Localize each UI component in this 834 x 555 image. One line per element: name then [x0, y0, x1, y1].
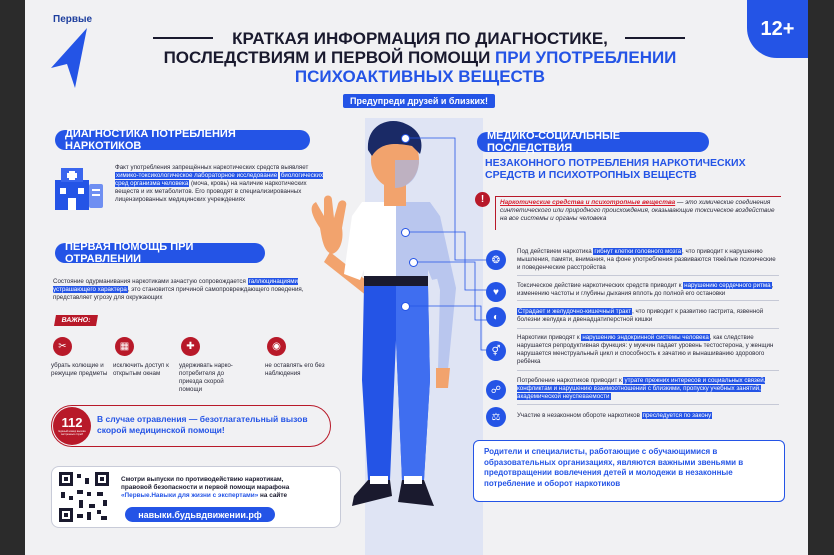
item-b: нарушению эндокринной системы человека: [582, 334, 709, 341]
consequences-subheading: НЕЗАКОННОГО ПОТРЕБЛЕНИЯ НАРКОТИЧЕСКИХ СРЕДСТВ И ПСИХОТРОПНЫХ ВЕЩЕСТВ: [485, 157, 746, 181]
consequence-item: [517, 308, 779, 324]
tip-2: исключить доступ к открытым окнам: [113, 362, 169, 377]
parents-note: Родители и специалисты, работающие с обучающимися в образовательных организациях, являются важными звеньями в предотвращении вовлечения детей и молодежи в незаконные потребление и оборот наркотиков: [473, 440, 785, 502]
emergency-t1: В случае отравления — безотлагательный вызов: [97, 414, 308, 424]
divider: [517, 328, 779, 329]
qr-code-icon[interactable]: [57, 470, 111, 524]
gender-icon: ⚥: [486, 341, 506, 361]
title-line-2-accent: ПРИ УПОТРЕБЛЕНИИ: [495, 48, 677, 67]
brain-icon: ❂: [486, 250, 506, 270]
definition-text: [500, 199, 780, 223]
first-aid-heading: ПЕРВАЯ ПОМОЩЬ ПРИ ОТРАВЛЕНИИ: [55, 243, 265, 263]
item-c: , изменению частоты и глубины дыхания вплоть до полной его остановки: [517, 282, 774, 297]
divider: [517, 275, 779, 276]
diag-t4: (моча, кровь): [191, 180, 229, 187]
footer-t2: правовой безопасности и первой помощи марафона: [121, 484, 290, 491]
diag-t5: на наличие наркотических веществ и их метаболитов.: [115, 180, 307, 195]
brand-logo-icon: [51, 28, 89, 90]
divider: [517, 404, 779, 405]
item-a: Токсическое действие наркотических средств приводит к: [517, 282, 684, 289]
item-a: Участие в незаконном обороте наркотиков: [517, 412, 642, 419]
age-rating-badge: 12+: [747, 0, 808, 58]
title-line-3: ПСИХОАКТИВНЫХ ВЕЩЕСТВ: [294, 67, 546, 86]
ambulance-icon: ✚: [181, 337, 200, 356]
item-a: Потребление наркотиков приводит к: [517, 377, 624, 384]
footer-t4: на сайте: [258, 492, 288, 499]
consequence-item: [517, 412, 779, 420]
definition-rest: — это химические соединения синтетического или природного происхождения, оказывающие токсическое воздействие на все системы и органы человека: [500, 199, 775, 222]
aid-t1: Состояние одурманивания наркотиками зачастую сопровождается: [53, 278, 246, 285]
item-b: гибнут клетки головного мозга: [594, 248, 682, 255]
tip-4: не оставлять его без наблюдения: [265, 362, 325, 377]
consequence-item: [517, 377, 779, 401]
tip-3: удерживать нарко-потребителя до приезда скорой помощи: [179, 362, 233, 393]
footer-t1: Смотри выпуски по противодействию наркотикам,: [121, 476, 284, 483]
consequence-item: [517, 282, 779, 298]
diagnostics-heading: ДИАГНОСТИКА ПОТРЕБЛЕНИЯ НАРКОТИКОВ: [55, 130, 310, 150]
brand-logo-text: Первые: [53, 14, 93, 25]
diag-t2: химико-токсикологическое лабораторное исследование: [116, 172, 278, 179]
stomach-icon: ◐: [486, 307, 506, 327]
title-line-2: [135, 48, 705, 67]
item-b: Страдает и желудочно-кишечный тракт: [518, 308, 632, 315]
diag-t1: Факт употребления запрещённых наркотических средств выявляет: [115, 164, 309, 171]
item-a: Наркотики приводят к: [517, 334, 582, 341]
emergency-t2: скорой медицинской помощи!: [97, 425, 225, 435]
clinic-icon: [51, 162, 109, 214]
item-b: нарушению сердечного ритма: [684, 282, 771, 289]
emergency-number-badge: [53, 407, 91, 445]
website-link[interactable]: навыки.будьвдвижении.рф: [125, 507, 275, 522]
emergency-number: 112: [61, 415, 83, 430]
heart-icon: ♥: [486, 282, 506, 302]
consequence-item: [517, 334, 779, 366]
aid-t2: галлюцинациями устрашающего характера: [53, 278, 298, 293]
diag-t6: Его проводят в специализированных лицензированных медицинских учреждениях: [115, 188, 302, 203]
diag-t3: биологических сред организма человека: [115, 172, 324, 187]
knife-icon: ✂: [53, 337, 72, 356]
item-c: , как следствие нарушается репродуктивная функция: у мужчин падает уровень тестостерона, у женщин нарушается менструальный цикл и способность к зачатию и вынашиванию здорового ребёнка: [517, 334, 774, 365]
item-b: утрате прежних интересов и социальных связей, конфликтам и нарушению взаимоотношений с близкими, пропуску учебных занятий, академической неуспеваемости: [517, 377, 766, 400]
tip-1: убрать колющие и режущие предметы: [51, 362, 108, 377]
consequences-heading: МЕДИКО-СОЦИАЛЬНЫЕ ПОСЛЕДСТВИЯ: [477, 132, 709, 152]
item-c: , что приводит к развитию гастрита, язвенной болезни желудка и двенадцатиперстной кишки: [517, 308, 764, 323]
definition-bold: Наркотические средства и психотропные вещества: [500, 199, 676, 206]
warning-icon: !: [475, 192, 490, 207]
divider: [517, 370, 779, 371]
window-icon: ▦: [115, 337, 134, 356]
item-c: , что приводит к нарушению мышления, памяти, внимания, на фоне употребления развиваются тяжёлые психические и поведенческие расстройства: [517, 248, 776, 271]
title-line-2-plain: ПОСЛЕДСТВИЯМ И ПЕРВОЙ ПОМОЩИ: [163, 48, 496, 67]
warning-bar: Предупреди друзей и близких!: [343, 94, 495, 108]
item-b: преследуется по закону: [642, 412, 712, 419]
eye-icon: ◉: [267, 337, 286, 356]
infographic-poster: [25, 0, 808, 555]
divider: [517, 300, 779, 301]
social-icon: ☍: [486, 380, 506, 400]
title-line-1: КРАТКАЯ ИНФОРМАЦИЯ ПО ДИАГНОСТИКЕ,: [232, 29, 608, 48]
emergency-caption: Единый номер вызова экстренных служб: [58, 430, 86, 436]
consequence-item: [517, 248, 779, 272]
footer-t3: «Первые.Навыки для жизни с экспертами»: [121, 492, 259, 499]
item-a: Под действием наркотика: [517, 248, 594, 255]
aid-t3: , это становится причиной самопровреждающего поведения, представляет угрозу для окружающих: [53, 286, 304, 301]
page-title: [135, 29, 705, 86]
law-icon: ⚖: [486, 407, 506, 427]
important-label: ВАЖНО:: [54, 315, 98, 326]
